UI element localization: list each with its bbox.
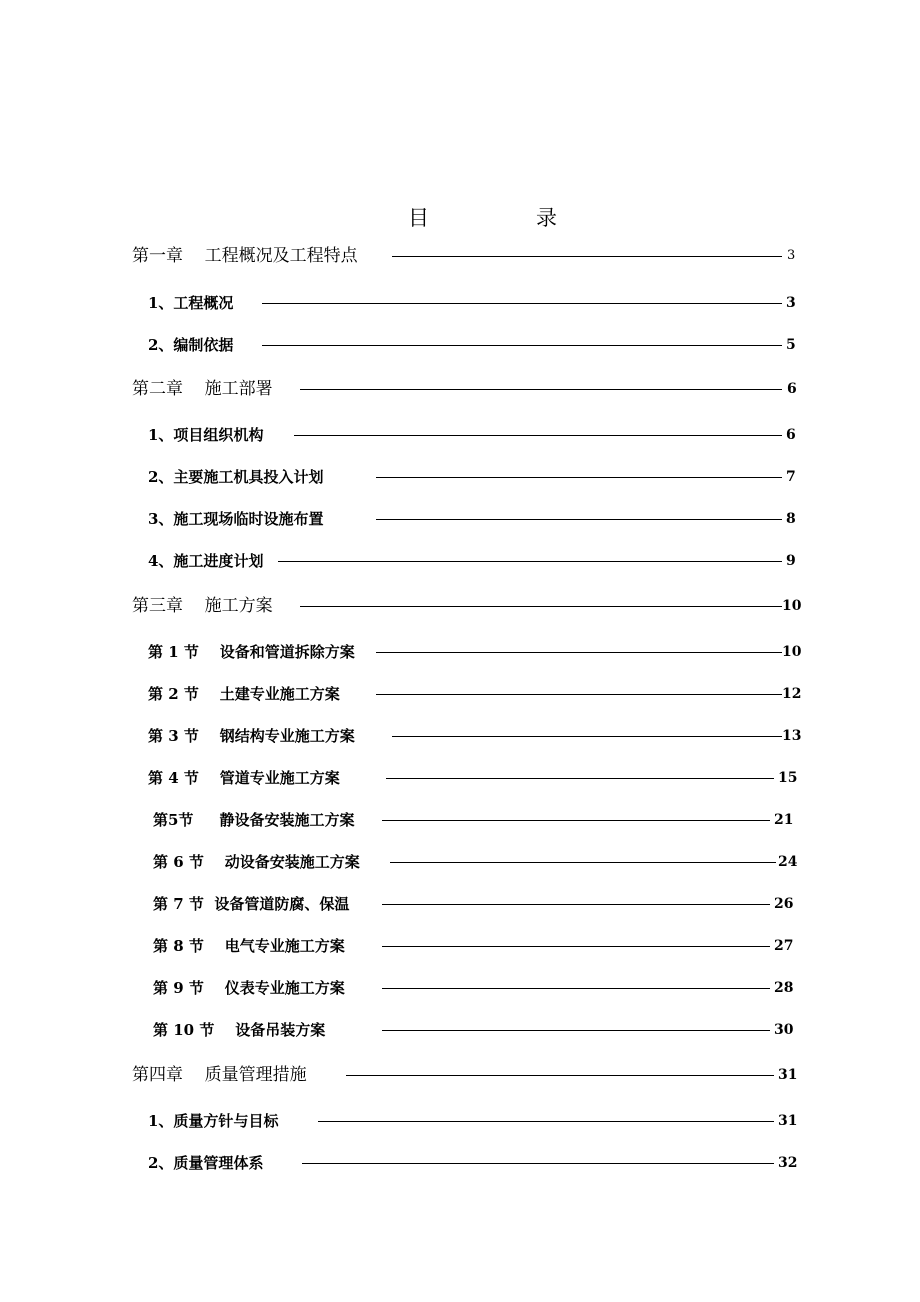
- toc-entry-section[interactable]: [0, 724, 920, 748]
- toc-entry-label: 第 8 节 电气专业施工方案: [153, 937, 345, 955]
- toc-entry-section[interactable]: [0, 465, 920, 489]
- toc-entry-page: 10: [782, 598, 802, 614]
- toc-entry-page: 15: [778, 770, 798, 786]
- toc-entry-chapter-4[interactable]: [0, 1063, 920, 1087]
- toc-leader-line: [382, 904, 770, 905]
- toc-entry-label: 3、施工现场临时设施布置: [148, 510, 324, 528]
- toc-leader-line: [346, 1075, 774, 1076]
- toc-entry-page: 10: [782, 644, 802, 660]
- toc-entry-page: 3: [786, 295, 796, 311]
- toc-leader-line: [382, 988, 770, 989]
- toc-entry-label: 第 9 节 仪表专业施工方案: [153, 979, 345, 997]
- toc-entry-label: 1、项目组织机构: [148, 426, 264, 444]
- toc-entry-chapter-2[interactable]: [0, 377, 920, 401]
- toc-leader-line: [262, 303, 782, 304]
- toc-entry-label: 2、编制依据: [148, 336, 234, 354]
- toc-leader-line: [376, 477, 782, 478]
- toc-entry-section[interactable]: [0, 1018, 920, 1042]
- toc-entry-chapter-1[interactable]: [0, 244, 920, 268]
- toc-entry-page: 5: [786, 337, 796, 353]
- toc-entry-page: 12: [782, 686, 802, 702]
- toc-entry-section[interactable]: [0, 850, 920, 874]
- toc-leader-line: [390, 862, 776, 863]
- toc-entry-section[interactable]: [0, 640, 920, 664]
- toc-leader-line: [318, 1121, 774, 1122]
- toc-entry-section[interactable]: [0, 976, 920, 1000]
- toc-entry-section[interactable]: [0, 1109, 920, 1133]
- toc-entry-section[interactable]: [0, 423, 920, 447]
- toc-entry-page: 21: [774, 812, 794, 828]
- toc-leader-line: [376, 519, 782, 520]
- toc-entry-section[interactable]: [0, 766, 920, 790]
- toc-entry-section[interactable]: [0, 549, 920, 573]
- toc-title-char-1: 目: [408, 206, 429, 230]
- toc-entry-label: 第三章 施工方案: [132, 596, 273, 616]
- toc-leader-line: [262, 345, 782, 346]
- toc-leader-line: [294, 435, 782, 436]
- toc-entry-chapter-3[interactable]: [0, 594, 920, 618]
- toc-entry-page: 28: [774, 980, 794, 996]
- toc-entry-page: 8: [786, 511, 796, 527]
- toc-leader-line: [278, 561, 782, 562]
- toc-entry-section[interactable]: [0, 934, 920, 958]
- toc-entry-section[interactable]: [0, 1151, 920, 1175]
- toc-entry-page: 27: [774, 938, 794, 954]
- toc-leader-line: [300, 389, 782, 390]
- toc-entry-label: 第 7 节 设备管道防腐、保温: [153, 895, 350, 913]
- toc-entry-section[interactable]: [0, 507, 920, 531]
- toc-entry-label: 第 3 节 钢结构专业施工方案: [148, 727, 355, 745]
- toc-entry-page: 9: [786, 553, 796, 569]
- toc-entry-label: 2、质量管理体系: [148, 1154, 264, 1172]
- toc-entry-label: 2、主要施工机具投入计划: [148, 468, 324, 486]
- toc-leader-line: [300, 606, 782, 607]
- toc-entry-label: 1、工程概况: [148, 294, 234, 312]
- toc-entry-label: 4、施工进度计划: [148, 552, 264, 570]
- toc-entry-page: 3: [787, 248, 796, 263]
- toc-leader-line: [386, 778, 774, 779]
- toc-leader-line: [382, 820, 770, 821]
- toc-leader-line: [392, 256, 782, 257]
- toc-leader-line: [302, 1163, 774, 1164]
- toc-entry-section[interactable]: [0, 892, 920, 916]
- toc-entry-label: 第 10 节 设备吊装方案: [153, 1021, 326, 1039]
- toc-entry-page: 13: [782, 728, 802, 744]
- toc-entry-section[interactable]: [0, 682, 920, 706]
- toc-entry-label: 第二章 施工部署: [132, 379, 273, 399]
- toc-entry-label: 第一章 工程概况及工程特点: [132, 246, 358, 266]
- toc-entry-section[interactable]: [0, 808, 920, 832]
- toc-entry-page: 31: [778, 1067, 798, 1083]
- toc-entry-label: 1、质量方针与目标: [148, 1112, 279, 1130]
- toc-entry-section[interactable]: [0, 291, 920, 315]
- toc-entry-page: 31: [778, 1113, 798, 1129]
- toc-entry-label: 第5节 静设备安装施工方案: [153, 811, 355, 829]
- toc-leader-line: [376, 652, 782, 653]
- toc-leader-line: [376, 694, 782, 695]
- toc-entry-label: 第 4 节 管道专业施工方案: [148, 769, 340, 787]
- toc-entry-label: 第 1 节 设备和管道拆除方案: [148, 643, 355, 661]
- toc-entry-page: 7: [786, 469, 796, 485]
- toc-leader-line: [382, 1030, 770, 1031]
- toc-entry-label: 第四章 质量管理措施: [132, 1065, 307, 1085]
- toc-leader-line: [392, 736, 782, 737]
- toc-entry-section[interactable]: [0, 333, 920, 357]
- toc-leader-line: [382, 946, 770, 947]
- toc-entry-page: 24: [778, 854, 798, 870]
- toc-entry-label: 第 2 节 土建专业施工方案: [148, 685, 340, 703]
- toc-entry-label: 第 6 节 动设备安装施工方案: [153, 853, 360, 871]
- toc-entry-page: 6: [786, 427, 796, 443]
- toc-entry-page: 26: [774, 896, 794, 912]
- toc-entry-page: 30: [774, 1022, 794, 1038]
- toc-entry-page: 6: [787, 381, 797, 397]
- toc-title-char-2: 录: [536, 206, 557, 230]
- toc-entry-page: 32: [778, 1155, 798, 1171]
